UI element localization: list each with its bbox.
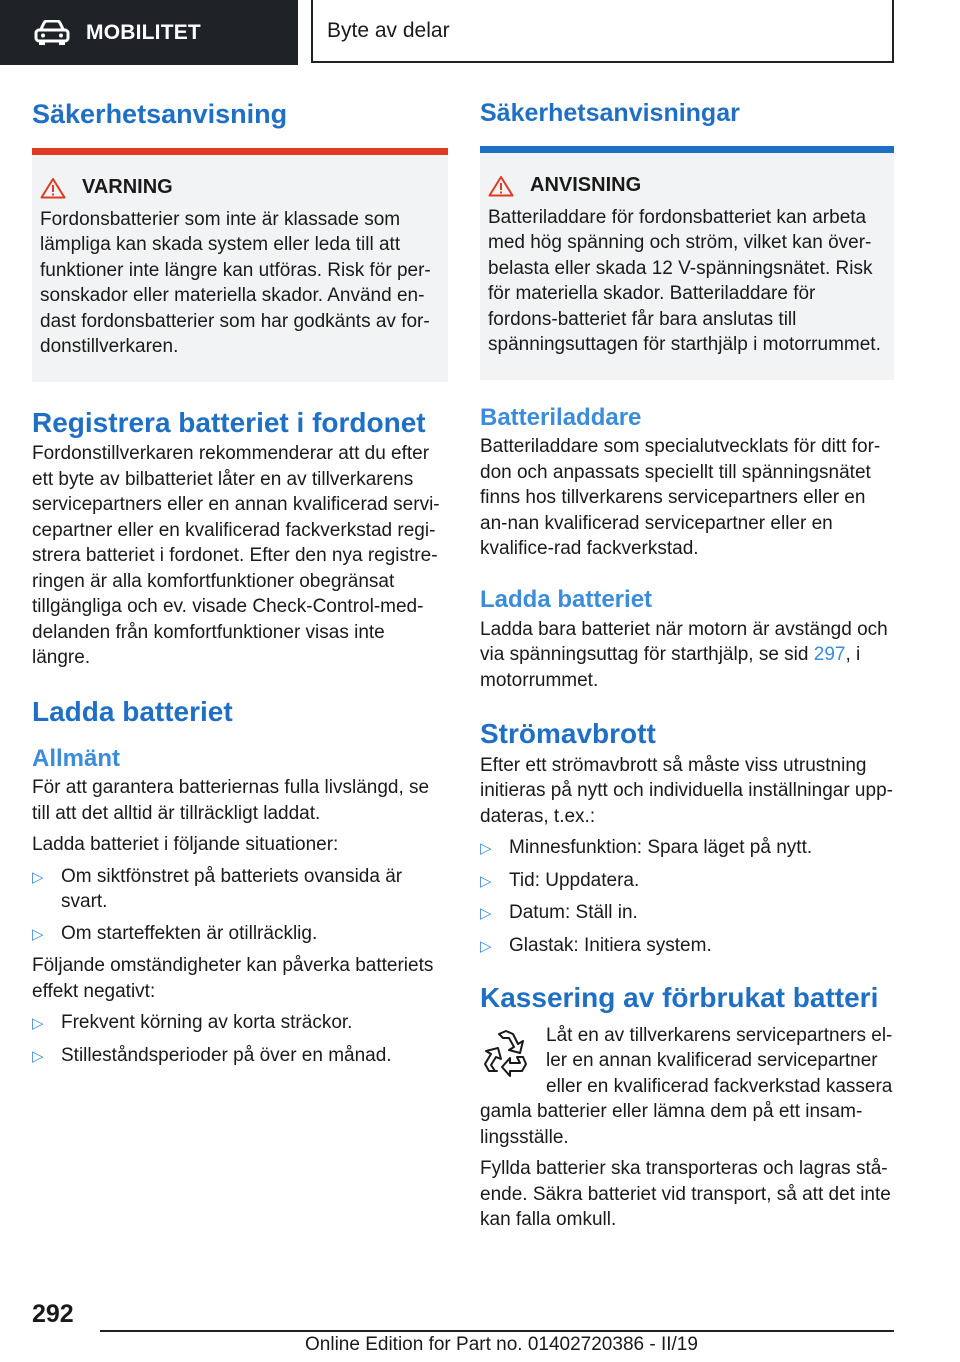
edition-text: Online Edition for Part no. 01402720386 - II/19 [305, 1334, 698, 1355]
safety-heading-right: Säkerhetsanvisningar [480, 99, 740, 127]
header-section-title: MOBILITET [86, 20, 201, 44]
notice-text: Batteriladdare för fordonsbatteriet kan arbeta med hög spänning och ström, vilket kan över-belasta eller skada 12 V-spänningsnätet. Risk för materiella skador. Batteriladdare för fordons-batteriet får bara anslutas till spänningsuttagen för starthjälp i motorrummet. [488, 206, 881, 355]
warning-triangle-icon [488, 175, 514, 197]
list-item: ▷ Glastak: Initiera system. [480, 933, 894, 960]
header-chapter-box [311, 0, 894, 63]
warning-text: Fordonsbatterier som inte är klassade som lämpliga kan skada system eller leda till att funktioner inte längre kan utföras. Risk för per-sonskador eller materiella skador. Använd en-dast fordonsbatterier som har godkänts av for-donstillverkaren. [40, 208, 431, 358]
transport-text: Fyllda batterier ska transporteras och lagras stå-ende. Säkra batteriet vid transport, så att det inte kan falla omkull. [480, 1158, 891, 1231]
list-bullet-icon: ▷ [32, 1015, 44, 1033]
right-column [480, 98, 894, 1233]
page-link[interactable]: 297 [813, 644, 846, 666]
charger-text: Batteriladdare som specialutvecklats för ditt for-don och anpassats speciellt till spänningsnätet finns hos tillverkarens servicepartners eller en an-nan kvalificerad servicepartner eller en kvalifice-rad fackverkstad. [480, 436, 881, 560]
general-heading: Allmänt [32, 744, 121, 772]
situations-intro: Ladda batteriet i följande situationer: [32, 834, 339, 856]
list-bullet-icon: ▷ [480, 905, 492, 923]
charger-heading: Batteriladdare [480, 403, 642, 431]
list-item: ▷ Om siktfönstret på batteriets ovansida är svart. [32, 864, 448, 915]
list-bullet-icon: ▷ [32, 868, 44, 886]
register-heading: Registrera batteriet i fordonet [32, 406, 426, 438]
list-bullet-icon: ▷ [480, 840, 492, 858]
list-bullet-icon: ▷ [480, 872, 492, 890]
disposal-text: Låt en av tillverkarens servicepartners el-ler en annan kvalificerad servicepartner eller en kvalificerad fackverkstad kassera gamla batterier eller lämna dem på ett insam-lingsställe. [480, 1024, 893, 1148]
recycle-icon [480, 1027, 532, 1079]
power-heading: Strömavbrott [480, 718, 656, 750]
charge-heading-right: Ladda batteriet [480, 585, 653, 613]
list-item: ▷ Tid: Uppdatera. [480, 868, 894, 895]
charge-text: Ladda bara batteriet när motorn är avstängd och via spänningsuttag för starthjälp, se sid 297, i motorrummet. [480, 618, 888, 691]
footer-divider [100, 1330, 894, 1332]
register-text: Fordonstillverkaren rekommenderar att du efter ett byte av bilbatteriet låter en av tillverkarens servicepartners eller en annan kvalificerad servi-cepartner eller en kvalificerad fackverkstad regi-strera batteriet i fordonet. Efter den nya registre-ringen är alla komfortfunktioner obegränsat tillgängliga och ev. visade Check-Control-med-delanden från komfortfunktioner visas inte längre. [32, 443, 440, 669]
factors-intro: Följande omständigheter kan påverka batteriets effekt negativt: [32, 955, 434, 1002]
safety-heading: Säkerhetsanvisning [32, 99, 288, 129]
list-item: ▷ Frekvent körning av korta sträckor. [32, 1010, 448, 1037]
warning-triangle-icon [40, 177, 66, 199]
general-text: För att garantera batteriernas fulla livslängd, se till att det alltid är tillräckligt laddat. [32, 777, 430, 824]
list-bullet-icon: ▷ [32, 925, 44, 943]
left-column [32, 98, 448, 1069]
disposal-block [480, 1023, 894, 1151]
notice-bar [480, 146, 894, 153]
warning-label: VARNING [82, 176, 173, 199]
list-bullet-icon: ▷ [32, 1047, 44, 1065]
page-number: 292 [32, 1300, 74, 1328]
car-icon [34, 20, 70, 46]
list-item: ▷ Datum: Ställ in. [480, 900, 894, 927]
notice-label: ANVISNING [530, 174, 642, 196]
notice-box [480, 153, 894, 380]
warning-bar [32, 148, 448, 155]
header-chapter-title: Byte av delar [327, 18, 450, 42]
list-item: ▷ Minnesfunktion: Spara läget på nytt. [480, 835, 894, 862]
disposal-heading: Kassering av förbrukat batteri [480, 982, 879, 1014]
list-item: ▷ Stilleståndsperioder på över en månad. [32, 1043, 448, 1070]
header-section-tab [0, 0, 298, 65]
charge-heading: Ladda batteriet [32, 695, 233, 727]
list-item: ▷ Om starteffekten är otillräcklig. [32, 921, 448, 948]
list-bullet-icon: ▷ [480, 937, 492, 955]
power-text: Efter ett strömavbrott så måste viss utrustning initieras på nytt och individuella inställningar upp-dateras, t.ex.: [480, 754, 893, 827]
warning-box [32, 155, 448, 382]
